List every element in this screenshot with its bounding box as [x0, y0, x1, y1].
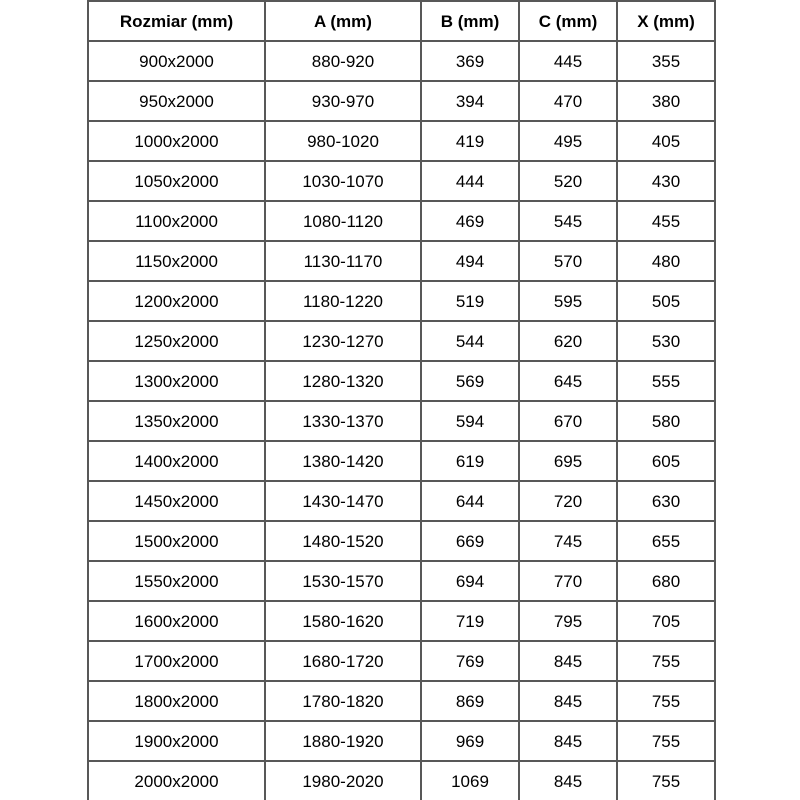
table-cell-a: 1030-1070	[265, 161, 421, 201]
size-table-body	[88, 41, 715, 800]
table-cell-b: 969	[421, 721, 519, 761]
table-cell-c: 470	[519, 81, 617, 121]
table-cell-b: 369	[421, 41, 519, 81]
table-cell-a: 1080-1120	[265, 201, 421, 241]
table-cell-b: 569	[421, 361, 519, 401]
table-cell-a: 1230-1270	[265, 321, 421, 361]
table-row	[88, 401, 715, 441]
table-cell-c: 845	[519, 641, 617, 681]
table-cell-x: 755	[617, 641, 715, 681]
table-cell-b: 394	[421, 81, 519, 121]
table-cell-a: 930-970	[265, 81, 421, 121]
table-cell-b: 1069	[421, 761, 519, 800]
table-cell-b: 469	[421, 201, 519, 241]
table-cell-a: 1780-1820	[265, 681, 421, 721]
table-row	[88, 281, 715, 321]
table-cell-a: 1680-1720	[265, 641, 421, 681]
table-cell-rozmiar: 1600x2000	[88, 601, 265, 641]
table-cell-rozmiar: 1250x2000	[88, 321, 265, 361]
table-row	[88, 441, 715, 481]
table-cell-x: 680	[617, 561, 715, 601]
column-header-b: B (mm)	[421, 1, 519, 41]
table-cell-x: 705	[617, 601, 715, 641]
table-cell-rozmiar: 1450x2000	[88, 481, 265, 521]
table-cell-b: 869	[421, 681, 519, 721]
table-cell-rozmiar: 1200x2000	[88, 281, 265, 321]
table-cell-c: 845	[519, 681, 617, 721]
table-cell-a: 1530-1570	[265, 561, 421, 601]
size-table	[87, 0, 716, 800]
table-cell-c: 745	[519, 521, 617, 561]
table-cell-b: 519	[421, 281, 519, 321]
table-cell-b: 669	[421, 521, 519, 561]
table-cell-c: 695	[519, 441, 617, 481]
table-cell-c: 795	[519, 601, 617, 641]
table-cell-x: 755	[617, 681, 715, 721]
table-cell-a: 1280-1320	[265, 361, 421, 401]
table-cell-a: 980-1020	[265, 121, 421, 161]
table-cell-b: 619	[421, 441, 519, 481]
size-table-header	[88, 1, 715, 41]
table-cell-a: 1380-1420	[265, 441, 421, 481]
table-cell-a: 1130-1170	[265, 241, 421, 281]
table-row	[88, 201, 715, 241]
table-cell-c: 445	[519, 41, 617, 81]
table-cell-x: 405	[617, 121, 715, 161]
column-header-x: X (mm)	[617, 1, 715, 41]
table-cell-rozmiar: 900x2000	[88, 41, 265, 81]
table-cell-rozmiar: 1800x2000	[88, 681, 265, 721]
table-cell-c: 620	[519, 321, 617, 361]
table-cell-x: 580	[617, 401, 715, 441]
table-row	[88, 721, 715, 761]
table-cell-b: 419	[421, 121, 519, 161]
table-cell-rozmiar: 2000x2000	[88, 761, 265, 800]
table-cell-x: 355	[617, 41, 715, 81]
table-row	[88, 761, 715, 800]
table-cell-b: 644	[421, 481, 519, 521]
table-cell-rozmiar: 1700x2000	[88, 641, 265, 681]
table-cell-a: 1180-1220	[265, 281, 421, 321]
table-row	[88, 641, 715, 681]
table-cell-c: 520	[519, 161, 617, 201]
header-row	[88, 1, 715, 41]
table-row	[88, 321, 715, 361]
table-row	[88, 681, 715, 721]
table-cell-x: 480	[617, 241, 715, 281]
table-cell-b: 769	[421, 641, 519, 681]
table-row	[88, 561, 715, 601]
table-cell-x: 430	[617, 161, 715, 201]
table-cell-a: 1980-2020	[265, 761, 421, 800]
table-cell-c: 720	[519, 481, 617, 521]
table-row	[88, 481, 715, 521]
table-cell-c: 645	[519, 361, 617, 401]
table-row	[88, 41, 715, 81]
table-cell-b: 694	[421, 561, 519, 601]
table-cell-rozmiar: 1000x2000	[88, 121, 265, 161]
table-cell-b: 444	[421, 161, 519, 201]
table-cell-rozmiar: 1500x2000	[88, 521, 265, 561]
table-cell-x: 380	[617, 81, 715, 121]
table-cell-a: 1330-1370	[265, 401, 421, 441]
table-cell-x: 630	[617, 481, 715, 521]
column-header-a: A (mm)	[265, 1, 421, 41]
table-cell-x: 455	[617, 201, 715, 241]
table-cell-rozmiar: 1150x2000	[88, 241, 265, 281]
table-cell-rozmiar: 1300x2000	[88, 361, 265, 401]
table-cell-c: 545	[519, 201, 617, 241]
table-row	[88, 601, 715, 641]
table-cell-a: 1580-1620	[265, 601, 421, 641]
table-cell-rozmiar: 950x2000	[88, 81, 265, 121]
table-cell-b: 544	[421, 321, 519, 361]
table-cell-rozmiar: 1550x2000	[88, 561, 265, 601]
table-cell-rozmiar: 1050x2000	[88, 161, 265, 201]
table-cell-a: 1480-1520	[265, 521, 421, 561]
table-cell-b: 719	[421, 601, 519, 641]
table-cell-c: 595	[519, 281, 617, 321]
table-row	[88, 361, 715, 401]
table-cell-x: 555	[617, 361, 715, 401]
column-header-rozmiar: Rozmiar (mm)	[88, 1, 265, 41]
table-cell-x: 755	[617, 721, 715, 761]
column-header-c: C (mm)	[519, 1, 617, 41]
table-cell-rozmiar: 1350x2000	[88, 401, 265, 441]
table-row	[88, 81, 715, 121]
table-row	[88, 161, 715, 201]
table-cell-x: 505	[617, 281, 715, 321]
table-cell-c: 845	[519, 761, 617, 800]
table-row	[88, 241, 715, 281]
table-cell-x: 605	[617, 441, 715, 481]
table-cell-x: 655	[617, 521, 715, 561]
table-cell-c: 770	[519, 561, 617, 601]
table-row	[88, 521, 715, 561]
table-cell-b: 594	[421, 401, 519, 441]
table-cell-b: 494	[421, 241, 519, 281]
table-row	[88, 121, 715, 161]
table-cell-rozmiar: 1100x2000	[88, 201, 265, 241]
table-cell-a: 1880-1920	[265, 721, 421, 761]
table-cell-c: 495	[519, 121, 617, 161]
table-cell-c: 570	[519, 241, 617, 281]
table-cell-x: 755	[617, 761, 715, 800]
table-cell-a: 880-920	[265, 41, 421, 81]
table-cell-a: 1430-1470	[265, 481, 421, 521]
table-cell-rozmiar: 1900x2000	[88, 721, 265, 761]
table-cell-x: 530	[617, 321, 715, 361]
table-cell-c: 845	[519, 721, 617, 761]
table-cell-c: 670	[519, 401, 617, 441]
table-cell-rozmiar: 1400x2000	[88, 441, 265, 481]
